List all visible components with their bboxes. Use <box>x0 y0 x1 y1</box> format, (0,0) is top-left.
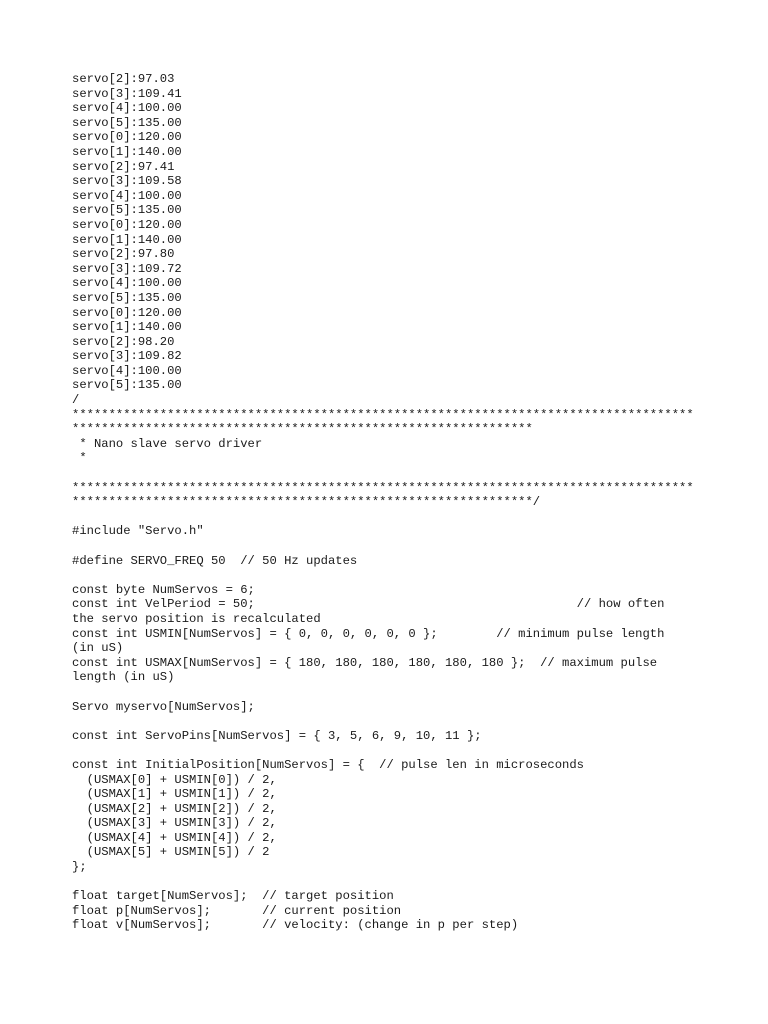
code-line: ************************************************************************************* <box>72 407 694 422</box>
code-line: servo[3]:109.82 <box>72 349 182 364</box>
code-line: servo[2]:97.80 <box>72 247 175 262</box>
code-line: servo[1]:140.00 <box>72 232 182 247</box>
code-line: length (in uS) <box>72 670 175 685</box>
code-line: servo[2]:97.41 <box>72 159 175 174</box>
code-line: }; <box>72 860 87 875</box>
code-line: servo[2]:98.20 <box>72 334 175 349</box>
code-line: #include "Servo.h" <box>72 524 204 539</box>
code-line <box>72 510 712 525</box>
code-line: const int InitialPosition[NumServos] = { // pulse len in microseconds <box>72 757 584 772</box>
code-line: servo[3]:109.58 <box>72 174 182 189</box>
code-line: servo[3]:109.41 <box>72 86 182 101</box>
code-line: * Nano slave servo driver <box>72 436 263 451</box>
code-line <box>72 714 712 729</box>
code-line: servo[5]:135.00 <box>72 290 182 305</box>
code-line: servo[5]:135.00 <box>72 115 182 130</box>
code-line: *************************************************************** <box>72 422 533 437</box>
code-line: #define SERVO_FREQ 50 // 50 Hz updates <box>72 553 358 568</box>
code-line: servo[4]:100.00 <box>72 363 182 378</box>
code-line: servo[0]:120.00 <box>72 217 182 232</box>
code-line: servo[5]:135.00 <box>72 378 182 393</box>
code-line: the servo position is recalculated <box>72 611 321 626</box>
code-line <box>72 743 712 758</box>
code-line <box>72 466 712 481</box>
code-line: servo[0]:120.00 <box>72 305 182 320</box>
code-line: / <box>72 393 80 408</box>
code-line: (USMAX[4] + USMIN[4]) / 2, <box>72 830 277 845</box>
code-line <box>72 539 712 554</box>
code-line <box>72 875 712 890</box>
code-line: (in uS) <box>72 641 124 656</box>
code-line: (USMAX[1] + USMIN[1]) / 2, <box>72 787 277 802</box>
code-line: (USMAX[3] + USMIN[3]) / 2, <box>72 816 277 831</box>
code-line: servo[0]:120.00 <box>72 130 182 145</box>
code-line: float p[NumServos]; // current position <box>72 903 402 918</box>
code-line: servo[4]:100.00 <box>72 101 182 116</box>
code-line <box>72 685 712 700</box>
code-line: servo[4]:100.00 <box>72 276 182 291</box>
code-line: servo[1]:140.00 <box>72 320 182 335</box>
code-line: const byte NumServos = 6; <box>72 582 255 597</box>
code-line: float v[NumServos]; // velocity: (change in p per step) <box>72 918 519 933</box>
code-line: const int USMIN[NumServos] = { 0, 0, 0, 0, 0, 0 }; // minimum pulse length <box>72 626 665 641</box>
code-line: const int VelPeriod = 50; // how often <box>72 597 665 612</box>
code-line: Servo myservo[NumServos]; <box>72 699 255 714</box>
code-line: servo[1]:140.00 <box>72 144 182 159</box>
code-line: (USMAX[0] + USMIN[0]) / 2, <box>72 772 277 787</box>
code-line: servo[3]:109.72 <box>72 261 182 276</box>
code-line: ************************************************************************************* <box>72 480 694 495</box>
code-line: (USMAX[5] + USMIN[5]) / 2 <box>72 845 270 860</box>
code-line: (USMAX[2] + USMIN[2]) / 2, <box>72 801 277 816</box>
code-line: servo[2]:97.03 <box>72 72 175 86</box>
code-line: const int ServoPins[NumServos] = { 3, 5, 6, 9, 10, 11 }; <box>72 728 482 743</box>
code-line <box>72 568 712 583</box>
code-line: float target[NumServos]; // target position <box>72 889 394 904</box>
code-line: const int USMAX[NumServos] = { 180, 180, 180, 180, 180, 180 }; // maximum pulse <box>72 655 658 670</box>
code-document <box>72 72 712 933</box>
code-line: * <box>72 451 87 466</box>
code-line: ***************************************************************/ <box>72 495 541 510</box>
code-line: servo[4]:100.00 <box>72 188 182 203</box>
code-line: servo[5]:135.00 <box>72 203 182 218</box>
